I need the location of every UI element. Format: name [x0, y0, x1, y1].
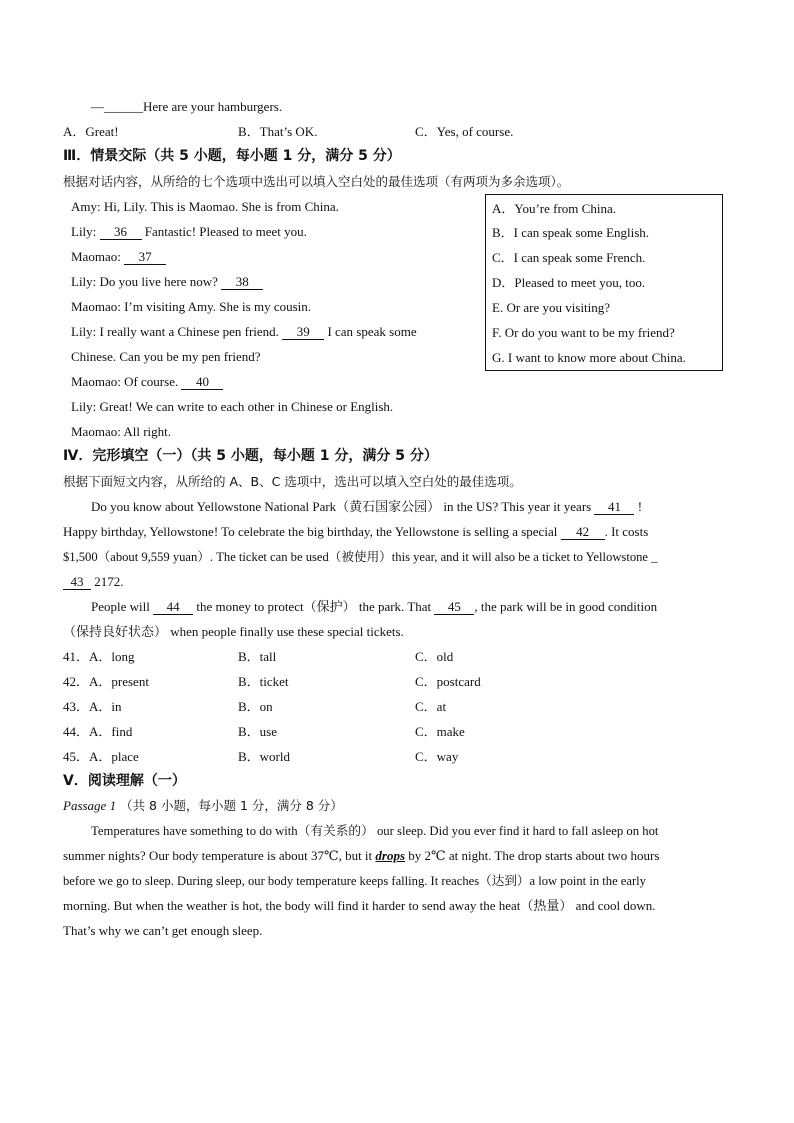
q45-option-a: 45．A．place: [63, 749, 139, 764]
q43-option-a: 43．A．in: [63, 699, 122, 714]
dialogue-line-6: Lily: I really want a Chinese pen friend. 39 I can speak some: [71, 324, 417, 339]
passage-meta: （共 8 小题，每小题 1 分，满分 8 分）: [116, 798, 343, 813]
cloze-line-5: People will 44 the money to protect（保护） the park. That 45 , the park will be in good condition: [91, 599, 658, 614]
dialogue-line-2: Lily: 36 Fantastic! Pleased to meet you.: [71, 224, 307, 239]
q43-option-c: C．at: [415, 699, 447, 714]
word-drops: drops: [375, 848, 406, 863]
blank-38: 38: [221, 275, 263, 290]
option-e: E. Or are you visiting?: [492, 300, 611, 315]
blank-43: 43: [63, 575, 91, 590]
blank-45: 45: [434, 600, 474, 615]
blank-37: 37: [124, 250, 166, 265]
cloze-line-1: Do you know about Yellowstone National Park（黄石国家公园） in the US? This year it years 41 !: [91, 499, 643, 514]
q44-option-a: 44．A．find: [63, 724, 133, 739]
passage-label: Passage 1: [63, 798, 117, 813]
q42-option-b: B．ticket: [238, 674, 289, 689]
passage-heading: [63, 798, 343, 814]
option-a: A．You’re from China.: [492, 201, 616, 216]
q41-option-a: 41．A．long: [63, 649, 135, 664]
q41-option-b: B．tall: [238, 649, 277, 664]
q35-option-b: B．That’s OK.: [238, 124, 318, 139]
dialogue-line-8: Maomao: Of course. 40: [71, 374, 223, 390]
cloze-line-6: （保持良好状态） when people finally use these special tickets.: [63, 624, 404, 639]
dialogue-line-7: Chinese. Can you be my pen friend?: [71, 349, 261, 364]
section4-title: Ⅳ．完形填空（一）（共 5 小题，每小题 1 分，满分 5 分）: [63, 448, 438, 464]
passage-line-3: before we go to sleep. During sleep, our body temperature keeps falling. It reaches（达到）a low point in the early: [63, 874, 646, 888]
option-g: G. I want to know more about China.: [492, 350, 686, 365]
q44-option-b: B．use: [238, 724, 278, 739]
blank-40: 40: [181, 375, 223, 390]
section4-instruction: 根据下面短文内容，从所给的 A、B、C 选项中，选出可以填入空白处的最佳选项。: [63, 474, 522, 489]
q45-option-b: B．world: [238, 749, 291, 764]
passage-line-5: That’s why we can’t get enough sleep.: [63, 923, 263, 938]
section5-title: Ⅴ．阅读理解（一）: [63, 773, 186, 789]
dialogue-line-4: Lily: Do you live here now? 38: [71, 274, 263, 290]
cloze-line-2: Happy birthday, Yellowstone! To celebrate the big birthday, the Yellowstone is selling a special 42 . It costs: [63, 524, 649, 539]
passage-line-2: summer nights? Our body temperature is about 37℃, but it drops by 2℃ at night. The drop starts about two hours: [63, 848, 660, 863]
dialogue-line-1: Amy: Hi, Lily. This is Maomao. She is from China.: [71, 199, 339, 214]
q44-option-c: C．make: [415, 724, 465, 739]
q45-option-c: C．way: [415, 749, 459, 764]
q42-option-c: C．postcard: [415, 674, 481, 689]
blank-36: 36: [100, 225, 142, 240]
blank-42: 42: [561, 525, 605, 540]
option-f: F. Or do you want to be my friend?: [492, 325, 675, 340]
option-c: C．I can speak some French.: [492, 250, 646, 265]
dialogue-line-10: Maomao: All right.: [71, 424, 172, 439]
blank-44: 44: [153, 600, 193, 615]
option-d: D．Pleased to meet you, too.: [492, 275, 646, 290]
cloze-line-4: 43 2172.: [63, 574, 124, 590]
q43-option-b: B．on: [238, 699, 273, 714]
cloze-line-3: $1,500（about 9,559 yuan）. The ticket can be used（被使用）this year, and it will also be a ticket to Yellowstone _: [63, 550, 658, 564]
dialogue-line-5: Maomao: I’m visiting Amy. She is my cousin.: [71, 299, 312, 314]
dialogue-line-3: Maomao: 37: [71, 249, 166, 265]
q35-option-c: C．Yes, of course.: [415, 124, 514, 139]
q35-option-a: A．Great!: [63, 124, 119, 139]
section3-instruction: 根据对话内容，从所给的七个选项中选出可以填入空白处的最佳选项（有两项为多余选项）。: [63, 174, 570, 189]
section3-title: Ⅲ．情景交际（共 5 小题，每小题 1 分，满分 5 分）: [63, 148, 401, 164]
blank-41: 41: [594, 500, 634, 515]
dialogue-line-9: Lily: Great! We can write to each other in Chinese or English.: [71, 399, 394, 414]
q35-line: —______Here are your hamburgers.: [91, 99, 283, 114]
passage-line-4: morning. But when the weather is hot, the body will find it harder to send away the heat（热量） and cool down.: [63, 898, 656, 913]
q41-option-c: C．old: [415, 649, 454, 664]
options-box: [485, 194, 723, 371]
q42-option-a: 42．A．present: [63, 674, 149, 689]
blank-39: 39: [282, 325, 324, 340]
option-b: B．I can speak some English.: [492, 225, 650, 240]
passage-line-1: Temperatures have something to do with（有关系的） our sleep. Did you ever find it hard to fall asleep on hot: [91, 824, 659, 838]
